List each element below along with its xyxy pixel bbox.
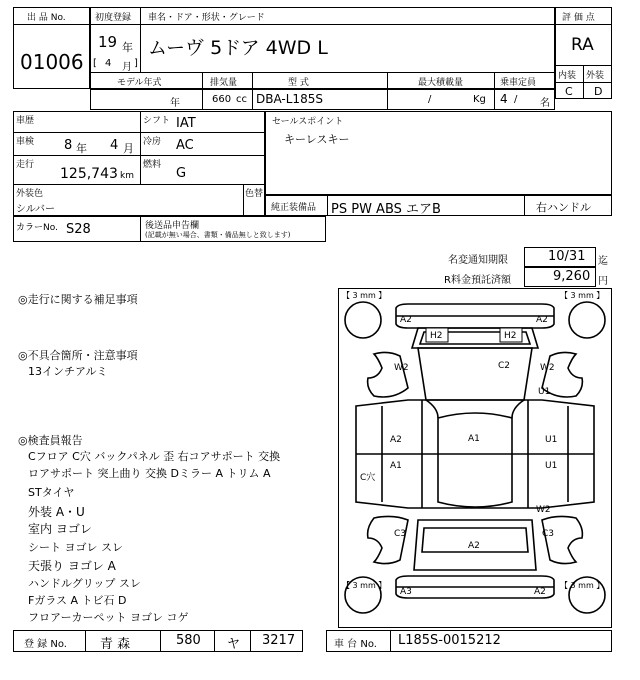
- interior-label: 内装: [558, 71, 577, 81]
- recycle-unit: 円: [598, 276, 608, 287]
- tire-label-bl: 【 3 mm 】: [342, 581, 387, 590]
- max-load-label: 最大積載量: [418, 78, 464, 88]
- inspection-year-unit: 年: [76, 142, 87, 155]
- sales-point: キーレスキー: [284, 133, 350, 146]
- grade-label: 評 価 点: [562, 13, 595, 23]
- exterior-label: 外装: [586, 71, 605, 81]
- shift: IAT: [176, 116, 196, 131]
- sales-point-label: セールスポイント: [272, 117, 344, 127]
- exterior-score: D: [594, 85, 603, 98]
- mark-windshield: C2: [498, 361, 511, 371]
- car-name-label: 車名・ドア・形状・グレード: [148, 13, 265, 23]
- mark-c-hole: C穴: [360, 473, 376, 483]
- capacity-label: 乗車定員: [500, 78, 537, 88]
- tire-label-br: 【 3 mm 】: [560, 581, 605, 590]
- first-reg-month: 4: [105, 58, 112, 69]
- car-diagram: [338, 288, 612, 628]
- inspection-month: 4: [110, 138, 119, 153]
- model-year-unit: 年: [170, 98, 180, 109]
- capacity: 4: [500, 92, 508, 106]
- mark-rear-quarter-left: C3: [394, 529, 407, 539]
- rear-quarter-left: [368, 516, 408, 563]
- lot-number: 01006: [20, 50, 84, 74]
- history-label: 車歴: [16, 116, 35, 126]
- capacity-unit: 名: [540, 98, 550, 109]
- recycle: 9,260: [553, 269, 591, 284]
- inspector-line: 室内 ヨゴレ: [28, 522, 92, 536]
- mark-rear-quarter-right-2: C3: [542, 529, 555, 539]
- chassis-label: 車 台 No.: [334, 639, 377, 650]
- docs-label: 後送品申告欄: [145, 221, 200, 231]
- mark-door-right-2: U1: [545, 461, 558, 471]
- recycle-label: R料金預託済額: [444, 275, 511, 286]
- inspection-month-unit: 月: [123, 142, 134, 155]
- chassis-number: L185S-0015212: [398, 633, 501, 648]
- color-no-label: カラーNo.: [16, 223, 58, 233]
- mark-front-fender-right-2: U1: [538, 387, 551, 397]
- steering: 右ハンドル: [536, 201, 591, 214]
- mileage-label: 走行: [16, 160, 35, 170]
- inspection-year: 8: [64, 138, 73, 153]
- mark-door-left-2: A1: [390, 461, 402, 471]
- displacement-label: 排気量: [210, 78, 238, 88]
- inspector-line: STタイヤ: [28, 486, 75, 499]
- inspector-line: フロアーカーペット ヨゴレ コゲ: [28, 611, 189, 624]
- interior-score: C: [565, 85, 573, 98]
- reg-label: 登 録 No.: [24, 639, 67, 650]
- inspector-line: 外装 A・U: [28, 505, 85, 519]
- equipment: PS PW ABS エアB: [331, 202, 441, 217]
- color-change-label: 色替: [245, 189, 264, 199]
- model-type: DBA-L185S: [256, 92, 323, 106]
- first-reg-label: 初度登録: [95, 13, 132, 23]
- inspector-line: シート ヨゴレ スレ: [28, 541, 123, 554]
- mark-hood-right: H2: [504, 331, 517, 341]
- inspector-line: Cフロア C穴 バックパネル 歪 右コアサポート 交換: [28, 450, 281, 463]
- capacity-sep: /: [514, 94, 518, 105]
- docs-note: (記載が無い場合、書類・備品無しと致します): [145, 231, 291, 239]
- mark-roof: A1: [468, 434, 480, 444]
- inspector-line: 天張り ヨゴレ A: [28, 559, 116, 573]
- roof: [438, 413, 512, 507]
- ac-label: 冷房: [143, 137, 162, 147]
- ac: AC: [176, 138, 194, 153]
- running-notes-label: ◎走行に関する補足事項: [18, 293, 138, 306]
- defects-label: ◎不具合箇所・注意事項: [18, 349, 138, 362]
- tire-label-tr: 【 3 mm 】: [560, 291, 605, 300]
- mark-front-bumper-left: A2: [400, 315, 412, 325]
- mark-door-left: A2: [390, 435, 402, 445]
- shift-label: シフト: [143, 116, 171, 126]
- mark-back-door: A2: [468, 541, 480, 551]
- reg-area: 青 森: [100, 637, 131, 652]
- name-change: 10/31: [548, 249, 586, 264]
- type-label: 型 式: [288, 78, 309, 88]
- exterior-color: シルバー: [16, 204, 56, 215]
- mark-rear-bumper-left: A3: [400, 587, 412, 597]
- name-change-label: 名変通知期限: [448, 255, 508, 266]
- grade-score: RA: [571, 35, 594, 55]
- fuel-label: 燃料: [143, 160, 162, 170]
- reg-kana: ヤ: [227, 637, 241, 652]
- first-reg-year: 19: [98, 33, 118, 51]
- fuel: G: [176, 166, 187, 181]
- lot-label: 出 品 No.: [27, 13, 66, 23]
- mileage: 125,743: [60, 166, 118, 182]
- car-name: ムーヴ 5ドア 4WD L: [148, 37, 328, 59]
- mileage-unit: km: [120, 171, 134, 181]
- mark-hood-left: H2: [430, 331, 443, 341]
- reg-class: 580: [176, 633, 201, 648]
- inspector-label: ◎検査員報告: [18, 434, 83, 447]
- name-change-unit: 迄: [598, 256, 608, 267]
- model-year-label: モデル年式: [117, 78, 162, 88]
- year-unit: 年: [122, 41, 133, 54]
- mark-front-bumper-right: A2: [536, 315, 548, 325]
- color-no: S28: [66, 222, 91, 237]
- mark-rear-bumper-right: A2: [534, 587, 546, 597]
- inspection-label: 車検: [16, 137, 35, 147]
- windshield: [418, 348, 532, 400]
- mark-door-right: U1: [545, 435, 558, 445]
- defects-text: 13インチアルミ: [28, 365, 108, 378]
- tire-label-tl: 【 3 mm 】: [342, 291, 387, 300]
- rear-quarter-right: [542, 516, 582, 563]
- tire-front-right: [569, 302, 605, 338]
- max-load-sep: /: [428, 94, 432, 105]
- mark-rear-quarter-right: W2: [536, 505, 551, 515]
- equipment-label: 純正装備品: [271, 203, 317, 213]
- displacement-unit: cc: [236, 94, 247, 105]
- inspector-line: Fガラス A トビ石 D: [28, 594, 127, 607]
- month-unit: 月: [122, 62, 132, 73]
- front-fender-left: [368, 352, 408, 397]
- mark-front-fender-left: W2: [394, 363, 409, 373]
- tire-front-left: [345, 302, 381, 338]
- inspector-line: ロアサポート 突上曲り 交換 Dミラー A トリム A: [28, 467, 271, 480]
- max-load-unit: Kg: [473, 94, 486, 105]
- inspector-line: ハンドルグリップ スレ: [28, 577, 141, 590]
- reg-number: 3217: [262, 633, 296, 648]
- displacement: 660: [212, 94, 232, 105]
- exterior-color-label: 外装色: [16, 189, 44, 199]
- mark-front-fender-right: W2: [540, 363, 555, 373]
